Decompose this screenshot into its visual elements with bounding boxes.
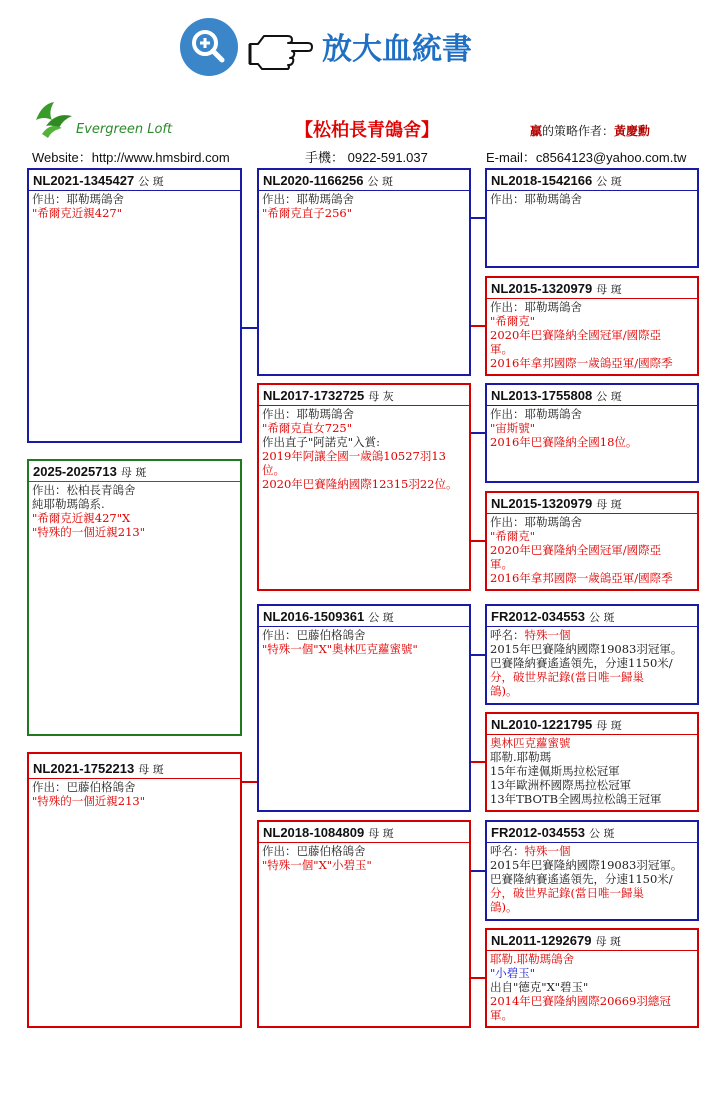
card-notes <box>259 191 469 220</box>
note-line: 分，破世界記錄(當日唯一歸巢 <box>490 886 644 900</box>
pedigree-card-sds <box>485 383 699 483</box>
sex-color: 公 斑 <box>596 175 622 188</box>
card-notes <box>29 779 240 808</box>
note-line: "特殊一個"X"奧林匹克蘿蜜號" <box>262 642 418 656</box>
note-line: 作出：松柏長青鴿舍 <box>32 483 136 497</box>
note-line: 13年歐洲杯國際馬拉松冠軍 <box>490 778 632 792</box>
pedigree-card-dam-sire <box>257 604 471 812</box>
website-link[interactable]: Website：http://www.hmsbird.com <box>32 150 230 165</box>
note-line: "希爾克近親427"X <box>32 511 131 525</box>
pedigree-card-sire-sire <box>257 168 471 376</box>
card-notes <box>487 299 697 370</box>
card-notes <box>29 191 240 220</box>
sex-color: 母 斑 <box>595 935 621 948</box>
pedigree-card-dds <box>485 820 699 921</box>
pedigree-card-subject <box>27 459 242 736</box>
ring-number: NL2018-1542166 <box>491 173 593 188</box>
card-notes <box>487 191 697 206</box>
note-line: 作出：巴藤伯格鴿舍 <box>262 844 366 858</box>
note-line: "特殊的一個近親213" <box>32 794 146 808</box>
author-line <box>530 122 650 139</box>
pedigree-card-dss <box>485 604 699 705</box>
connector-line <box>471 761 485 763</box>
ring-number: FR2012-034553 <box>491 609 585 624</box>
ring-number: NL2018-1084809 <box>263 825 365 840</box>
note-line: "小碧玉" <box>490 966 536 980</box>
note-line: 作出：耶勒瑪鴿舍 <box>490 407 582 421</box>
note-line: 作出：耶勒瑪鴿舍 <box>262 192 354 206</box>
ring-number: FR2012-034553 <box>491 825 585 840</box>
author-win-char: 贏 <box>530 124 543 138</box>
card-notes <box>259 627 469 656</box>
note-line: "希爾克近親427" <box>32 206 123 220</box>
note-line: 耶勒.耶勒瑪鴿舍 <box>490 952 575 966</box>
sex-color: 母 斑 <box>368 827 394 840</box>
note-line <box>490 844 694 858</box>
note-line: 2020年巴賽隆納全國冠軍/國際亞 <box>490 328 662 342</box>
sex-color: 公 斑 <box>368 611 394 624</box>
ring-number: 2025-2025713 <box>33 464 117 479</box>
note-line: 2016年拿邦國際一歲鴿亞軍/國際季 <box>490 356 673 370</box>
note-line: 分，破世界記錄(當日唯一歸巢 <box>490 670 644 684</box>
author-name: 黃慶勳 <box>614 124 651 138</box>
note-line: "宙斯號" <box>490 421 536 435</box>
note-line: 作出：耶勒瑪鴿舍 <box>490 300 582 314</box>
note-line: 出自"德克"X"碧玉" <box>490 980 589 994</box>
note-line <box>490 628 694 642</box>
sex-color: 母 斑 <box>596 719 622 732</box>
note-line: 2019年阿讓全國一歲鴿10527羽13 <box>262 449 446 463</box>
ring-number: NL2010-1221795 <box>491 717 593 732</box>
note-line: 軍。 <box>490 1008 513 1022</box>
ring-number: NL2020-1166256 <box>263 173 364 188</box>
note-line: 2020年巴賽隆納全國冠軍/國際亞 <box>490 543 662 557</box>
note-line: "希爾克直女725" <box>262 421 353 435</box>
phone-number: 手機： 0922-591.037 <box>305 150 428 165</box>
card-notes <box>487 627 697 698</box>
note-line: "希爾克" <box>490 314 536 328</box>
note-line: 2016年巴賽隆納全國18位。 <box>490 435 638 449</box>
note-line: 鴿)。 <box>490 684 518 698</box>
note-line: "希爾克直子256" <box>262 206 353 220</box>
sex-color: 母 斑 <box>120 466 147 479</box>
pedigree-card-sss <box>485 168 699 268</box>
note-line: 巴賽隆納賽遙遙領先，分速1150米/ <box>490 872 673 886</box>
note-line: 位。 <box>262 463 285 477</box>
note-line: 作出：耶勒瑪鴿舍 <box>490 515 582 529</box>
ring-number: NL2015-1320979 <box>491 496 593 511</box>
note-line: 巴賽隆納賽遙遙領先，分速1150米/ <box>490 656 673 670</box>
note-line: 作出：耶勒瑪鴿舍 <box>490 192 582 206</box>
connector-line <box>242 327 257 329</box>
note-line: 軍。 <box>490 342 513 356</box>
pedigree-card-sdd <box>485 491 699 591</box>
note-line: 鴿)。 <box>490 900 518 914</box>
loft-name: 【松柏長青鴿舍】 <box>295 120 439 141</box>
note-value: 特殊一個 <box>524 628 571 642</box>
ring-number: NL2017-1732725 <box>263 388 365 403</box>
sex-color: 母 斑 <box>596 283 622 296</box>
connector-line <box>471 977 485 979</box>
note-line: 15年布達佩斯馬拉松冠軍 <box>490 764 620 778</box>
note-line: "特殊一個"X"小碧玉" <box>262 858 372 872</box>
pedigree-card-ddd <box>485 928 699 1028</box>
note-line: 奧林匹克蘿蜜號 <box>490 736 571 750</box>
connector-line <box>471 654 485 656</box>
note-line: 耶勒.耶勒瑪 <box>490 750 552 764</box>
sex-color: 母 斑 <box>138 763 164 776</box>
pointing-hand-icon[interactable] <box>248 22 316 72</box>
note-label: 呼名： <box>490 628 525 642</box>
enlarge-pedigree-link[interactable]: 放大血統書 <box>322 32 472 67</box>
loft-logo <box>32 100 74 140</box>
card-notes <box>487 951 697 1022</box>
pedigree-card-dsd <box>485 712 699 812</box>
card-notes <box>259 843 469 872</box>
email-link[interactable]: E-mail：c8564123@yahoo.com.tw <box>486 150 687 165</box>
note-line: 作出：巴藤伯格鴿舍 <box>262 628 366 642</box>
pedigree-card-sire <box>27 168 242 443</box>
pedigree-card-ssd <box>485 276 699 376</box>
note-line: 2015年巴賽隆納國際19083羽冠軍。 <box>490 642 683 656</box>
note-value: 特殊一個 <box>524 844 571 858</box>
ring-number: NL2021-1752213 <box>33 761 135 776</box>
card-notes <box>487 406 697 449</box>
note-line: 2015年巴賽隆納國際19083羽冠軍。 <box>490 858 683 872</box>
connector-line <box>471 432 485 434</box>
ring-number: NL2016-1509361 <box>263 609 365 624</box>
card-notes <box>487 735 697 806</box>
card-notes <box>487 843 697 914</box>
magnifier-plus-icon <box>180 18 238 76</box>
logo-text: Evergreen Loft <box>76 122 173 137</box>
note-line: 13年TBOTB全國馬拉松鴿王冠軍 <box>490 792 662 806</box>
connector-line <box>242 781 257 783</box>
ring-number: NL2013-1755808 <box>491 388 593 403</box>
card-notes <box>29 482 240 539</box>
sex-color: 公 斑 <box>138 175 164 188</box>
pedigree-card-dam-dam <box>257 820 471 1028</box>
sex-color: 公 斑 <box>588 611 615 624</box>
card-notes <box>487 514 697 585</box>
note-line: 作出直子"阿諾克"入賞: <box>262 435 380 449</box>
note-line: "希爾克" <box>490 529 536 543</box>
connector-line <box>471 325 485 327</box>
note-line: 軍。 <box>490 557 513 571</box>
card-notes <box>259 406 469 491</box>
pedigree-card-dam <box>27 752 242 1028</box>
sex-color: 母 斑 <box>596 498 622 511</box>
note-label: 呼名： <box>490 844 525 858</box>
author-label: 的策略作者： <box>542 124 615 138</box>
sex-color: 公 斑 <box>596 390 622 403</box>
ring-number: NL2011-1292679 <box>491 933 592 948</box>
connector-line <box>471 870 485 872</box>
connector-line <box>471 217 485 219</box>
note-line: 作出：耶勒瑪鴿舍 <box>262 407 354 421</box>
note-line: 2020年巴賽隆納國際12315羽22位。 <box>262 477 458 491</box>
pedigree-card-sire-dam <box>257 383 471 591</box>
note-line: 2014年巴賽隆納國際20669羽總冠 <box>490 994 671 1008</box>
note-line: "特殊的一個近親213" <box>32 525 146 539</box>
sex-color: 公 斑 <box>588 827 615 840</box>
zoom-button[interactable] <box>180 18 238 76</box>
note-line: 作出：巴藤伯格鴿舍 <box>32 780 136 794</box>
ring-number: NL2021-1345427 <box>33 173 135 188</box>
note-line: 2016年拿邦國際一歲鴿亞軍/國際季 <box>490 571 673 585</box>
ring-number: NL2015-1320979 <box>491 281 593 296</box>
connector-line <box>471 540 485 542</box>
sex-color: 母 灰 <box>368 390 394 403</box>
note-line: 作出：耶勒瑪鴿舍 <box>32 192 124 206</box>
sex-color: 公 斑 <box>367 175 393 188</box>
note-line: 純耶勒瑪鴿系. <box>32 497 105 511</box>
